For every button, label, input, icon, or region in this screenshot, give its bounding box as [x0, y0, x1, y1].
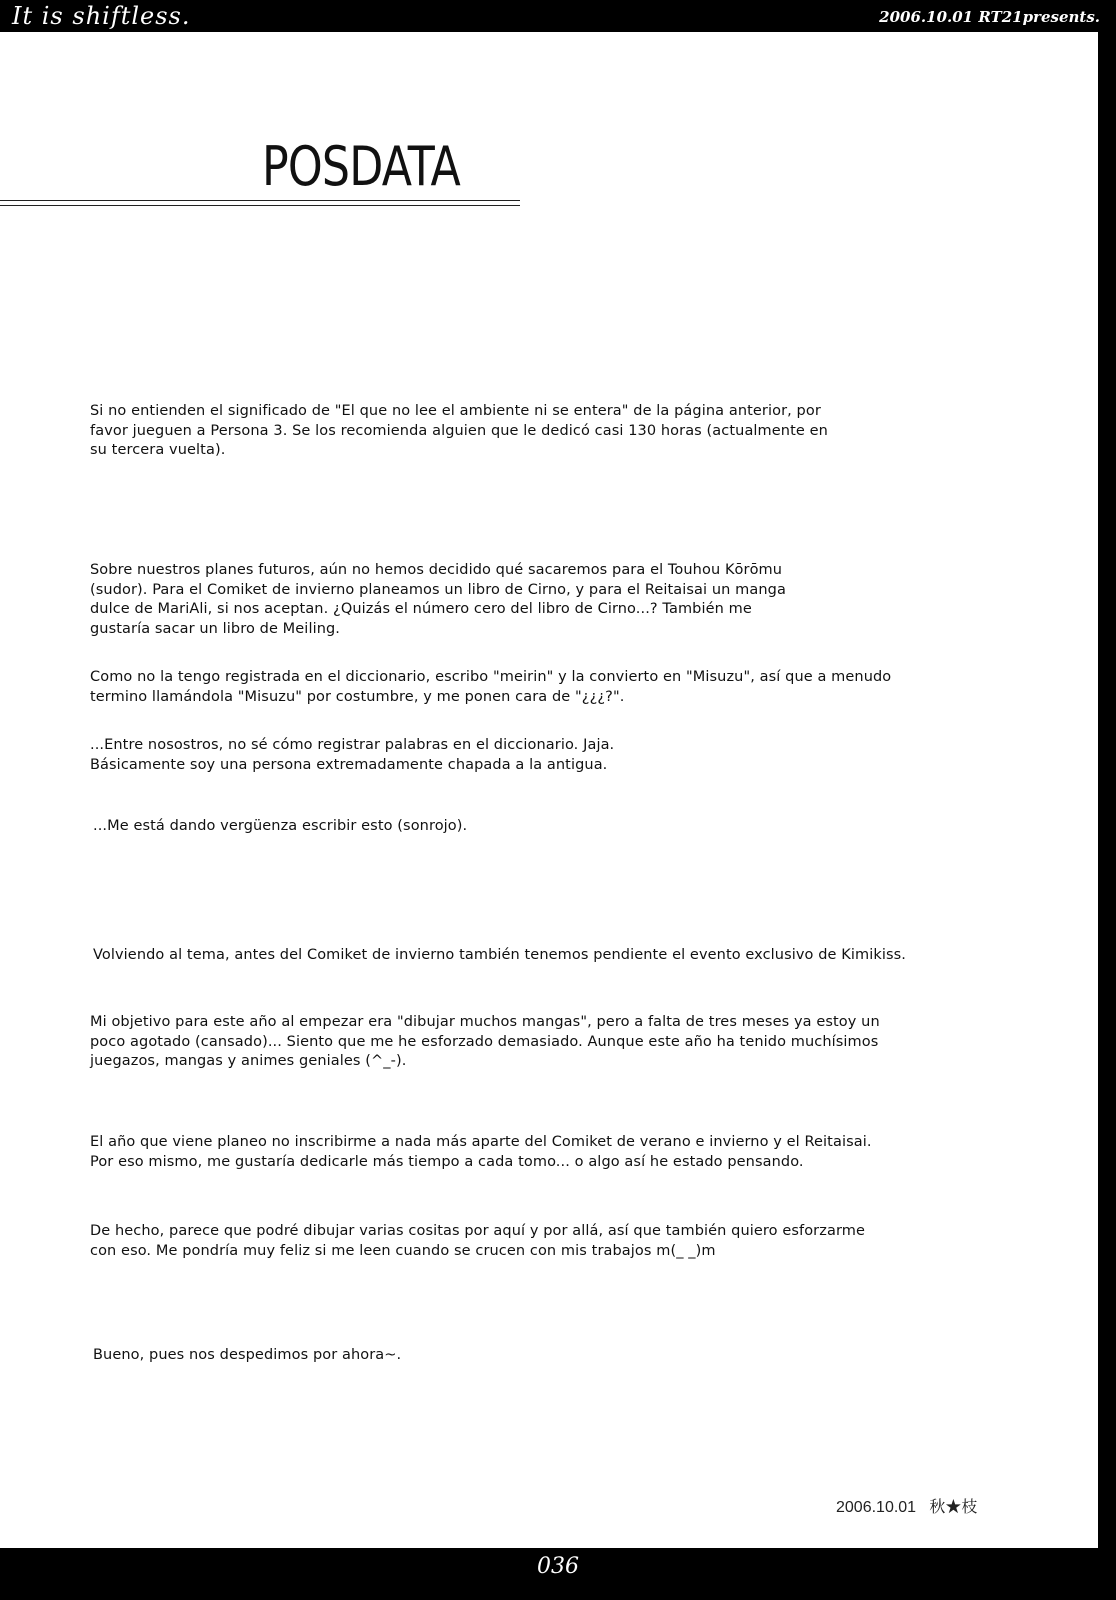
header-bar — [0, 0, 1116, 32]
title-underline-bottom — [0, 205, 520, 206]
paragraph-farewell: Bueno, pues nos despedimos por ahora~. — [93, 1347, 402, 1363]
credit-line: 2006.10.01 RT21presents. — [879, 8, 1100, 26]
paragraph-kimikiss: Volviendo al tema, antes del Comiket de invierno también tenemos pendiente el evento exclusivo de Kimikiss. — [93, 947, 906, 963]
book-title: It is shiftless. — [12, 2, 191, 30]
paragraph-drawings: De hecho, parece que podré dibujar varias cositas por aquí y por allá, así que también quiero esforzarme con eso. Me pondría muy feliz si me leen cuando se crucen con mis trabajos m(_ _)m — [90, 1223, 865, 1259]
signature-date: 2006.10.01 秋★枝 — [836, 1499, 978, 1516]
title-underline-top — [0, 200, 520, 201]
right-border — [1098, 32, 1116, 1548]
page-number: 036 — [537, 1554, 579, 1579]
page-body — [0, 32, 1098, 1548]
paragraph-embarrassed: ...Me está dando vergüenza escribir esto (sonrojo). — [93, 818, 468, 834]
paragraph-goals: Mi objetivo para este año al empezar era "dibujar muchos mangas", pero a falta de tres meses ya estoy un poco agotado (cansado)... Siento que me he esforzado demasiado. Aunque este año ha tenido muchísimos juegazos, mangas y animes geniales (^_-). — [90, 1014, 880, 1069]
paragraph-future-plans: Sobre nuestros planes futuros, aún no hemos decidido qué sacaremos para el Touhou Kōrōmu (sudor). Para el Comiket de invierno planeamos un libro de Cirno, y para el Reitaisai un manga dulce de MariAli, si nos aceptan. ¿Quizás el número cero del libro de Cirno...? También me gustaría sacar un libro de Meiling. — [90, 562, 786, 637]
paragraph-dictionary: ...Entre nosostros, no sé cómo registrar palabras en el diccionario. Jaja. Básicamente soy una persona extremadamente chapada a la antigua. — [90, 737, 615, 773]
paragraph-next-year: El año que viene planeo no inscribirme a nada más aparte del Comiket de verano e invierno y el Reitaisai. Por eso mismo, me gustaría dedicarle más tiempo a cada tomo... o algo así he estado pensando. — [90, 1134, 872, 1170]
paragraph-misuzu: Como no la tengo registrada en el diccionario, escribo "meirin" y la convierto en "Misuzu", así que a menudo termino llamándola "Misuzu" por costumbre, y me ponen cara de "¿¿¿?". — [90, 669, 892, 705]
page-title: POSDATA — [262, 135, 461, 198]
paragraph-persona: Si no entienden el significado de "El que no lee el ambiente ni se entera" de la página anterior, por favor jueguen a Persona 3. Se los recomienda alguien que le dedicó casi 130 horas (actualmente en su tercera vuelta). — [90, 403, 828, 458]
